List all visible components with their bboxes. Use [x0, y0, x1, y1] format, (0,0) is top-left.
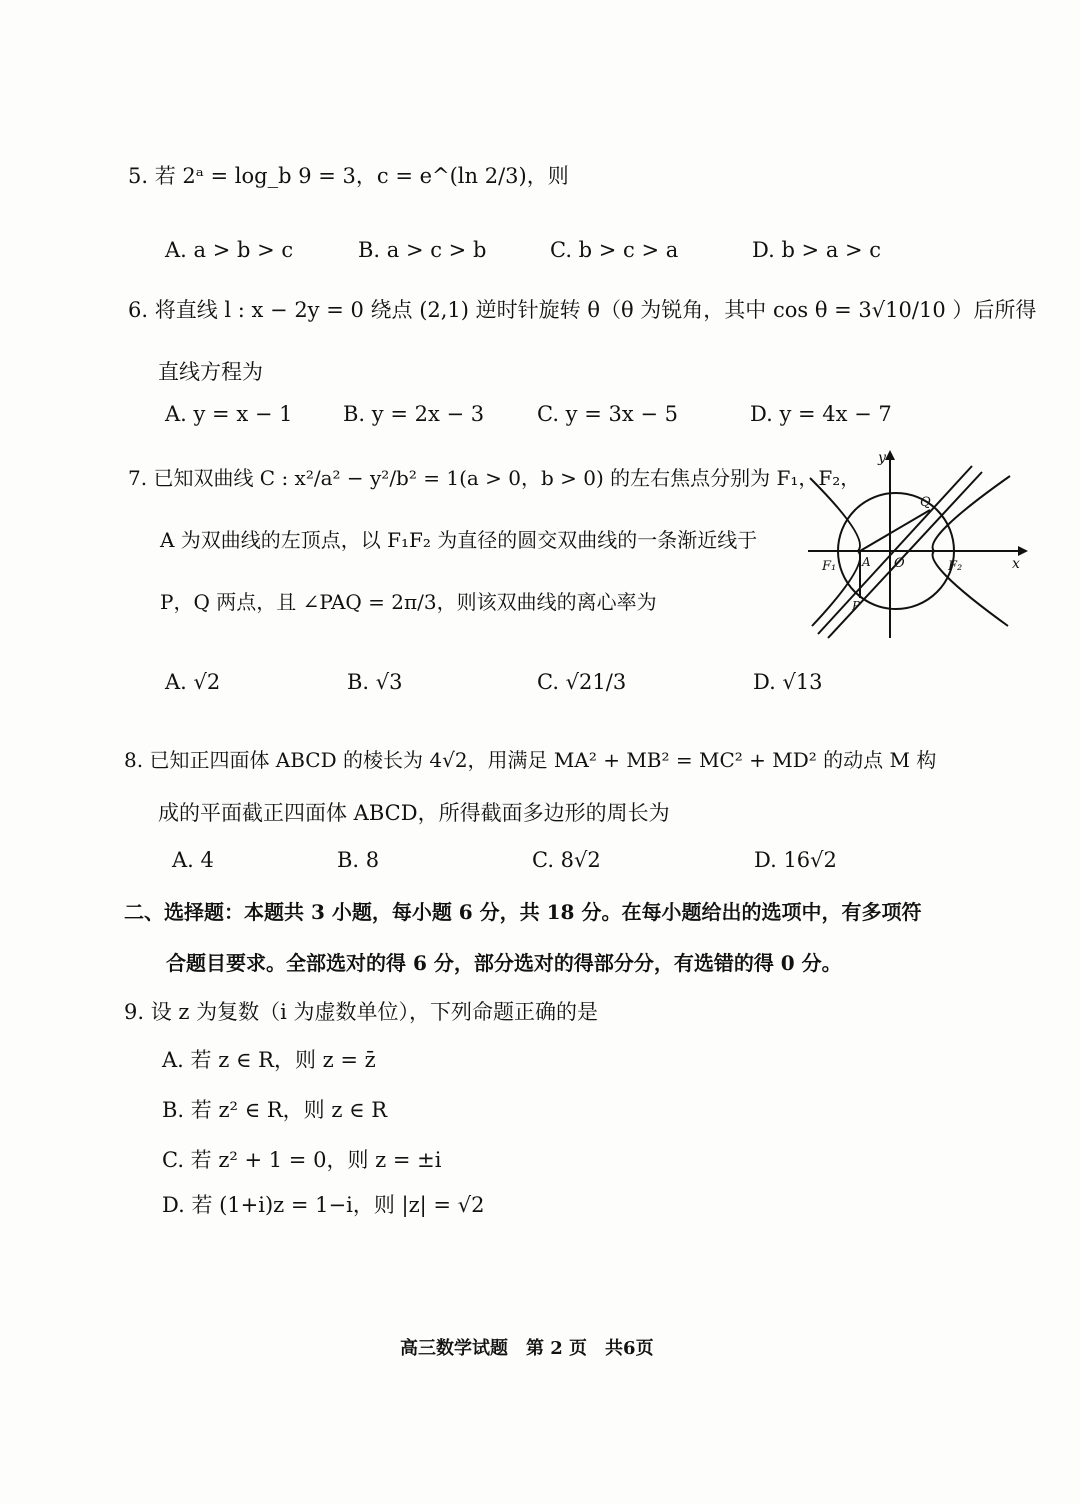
q8-option-a: A. 4 — [172, 848, 214, 872]
q7-hyperbola-diagram — [800, 448, 1030, 643]
q6-stem-line2: 直线方程为 — [158, 360, 263, 384]
q8-stem-line2: 成的平面截正四面体 ABCD，所得截面多边形的周长为 — [158, 801, 670, 825]
q9-stem: 9. 设 z 为复数（i 为虚数单位），下列命题正确的是 — [124, 1000, 599, 1024]
q9-option-b: B. 若 z² ∈ R，则 z ∈ R — [162, 1098, 388, 1122]
diagram-label-q: Q — [920, 495, 931, 510]
q6-option-d: D. y = 4x − 7 — [750, 402, 892, 426]
q8-option-b: B. 8 — [337, 848, 380, 872]
page-footer: 高三数学试题 第 2 页 共6页 — [400, 1338, 654, 1359]
diagram-label-a: A — [862, 555, 871, 569]
q9-option-d: D. 若 (1+i)z = 1−i，则 |z| = √2 — [162, 1193, 485, 1217]
diagram-label-x: x — [1012, 556, 1020, 572]
q9-option-a: A. 若 z ∈ R，则 z = z̄ — [162, 1048, 376, 1072]
q9-option-c: C. 若 z² + 1 = 0，则 z = ±i — [162, 1148, 442, 1172]
section2-line1: 二、选择题：本题共 3 小题，每小题 6 分，共 18 分。在每小题给出的选项中，有多项符 — [124, 900, 922, 924]
q5-option-b: B. a > c > b — [358, 238, 487, 262]
q7-option-a: A. √2 — [165, 670, 221, 694]
q5-stem: 5. 若 2ᵃ = log_b 9 = 3，c = e^(ln 2/3)，则 — [128, 164, 569, 188]
q6-stem-line1: 6. 将直线 l : x − 2y = 0 绕点 (2,1) 逆时针旋转 θ（θ 为锐角，其中 cos θ = 3√10/10 ）后所得 — [128, 298, 1037, 322]
q7-stem-line1: 7. 已知双曲线 C : x²/a² − y²/b² = 1(a > 0，b > 0) 的左右焦点分别为 F₁，F₂， — [128, 466, 861, 490]
q6-option-b: B. y = 2x − 3 — [343, 402, 485, 426]
q7-option-c: C. √21/3 — [537, 670, 627, 694]
q6-option-a: A. y = x − 1 — [165, 402, 293, 426]
q5-option-a: A. a > b > c — [165, 238, 294, 262]
q6-option-c: C. y = 3x − 5 — [537, 402, 678, 426]
q7-stem-line3: P，Q 两点，且 ∠PAQ = 2π/3，则该双曲线的离心率为 — [160, 590, 657, 614]
q5-option-c: C. b > c > a — [550, 238, 679, 262]
q8-stem-line1: 8. 已知正四面体 ABCD 的棱长为 4√2，用满足 MA² + MB² = MC² + MD² 的动点 M 构 — [124, 748, 937, 772]
diagram-label-p: P — [852, 599, 861, 613]
diagram-label-f2: F₂ — [948, 559, 963, 574]
q8-option-d: D. 16√2 — [754, 848, 837, 872]
q7-option-b: B. √3 — [347, 670, 403, 694]
q7-stem-line2: A 为双曲线的左顶点，以 F₁F₂ 为直径的圆交双曲线的一条渐近线于 — [160, 528, 758, 552]
q8-option-c: C. 8√2 — [532, 848, 601, 872]
q5-option-d: D. b > a > c — [752, 238, 882, 262]
section2-line2: 合题目要求。全部选对的得 6 分，部分选对的得部分分，有选错的得 0 分。 — [166, 951, 842, 975]
q7-option-d: D. √13 — [753, 670, 823, 694]
diagram-label-f1: F₁ — [822, 559, 837, 574]
diagram-label-o: O — [894, 556, 905, 571]
diagram-label-y: y — [878, 450, 886, 466]
